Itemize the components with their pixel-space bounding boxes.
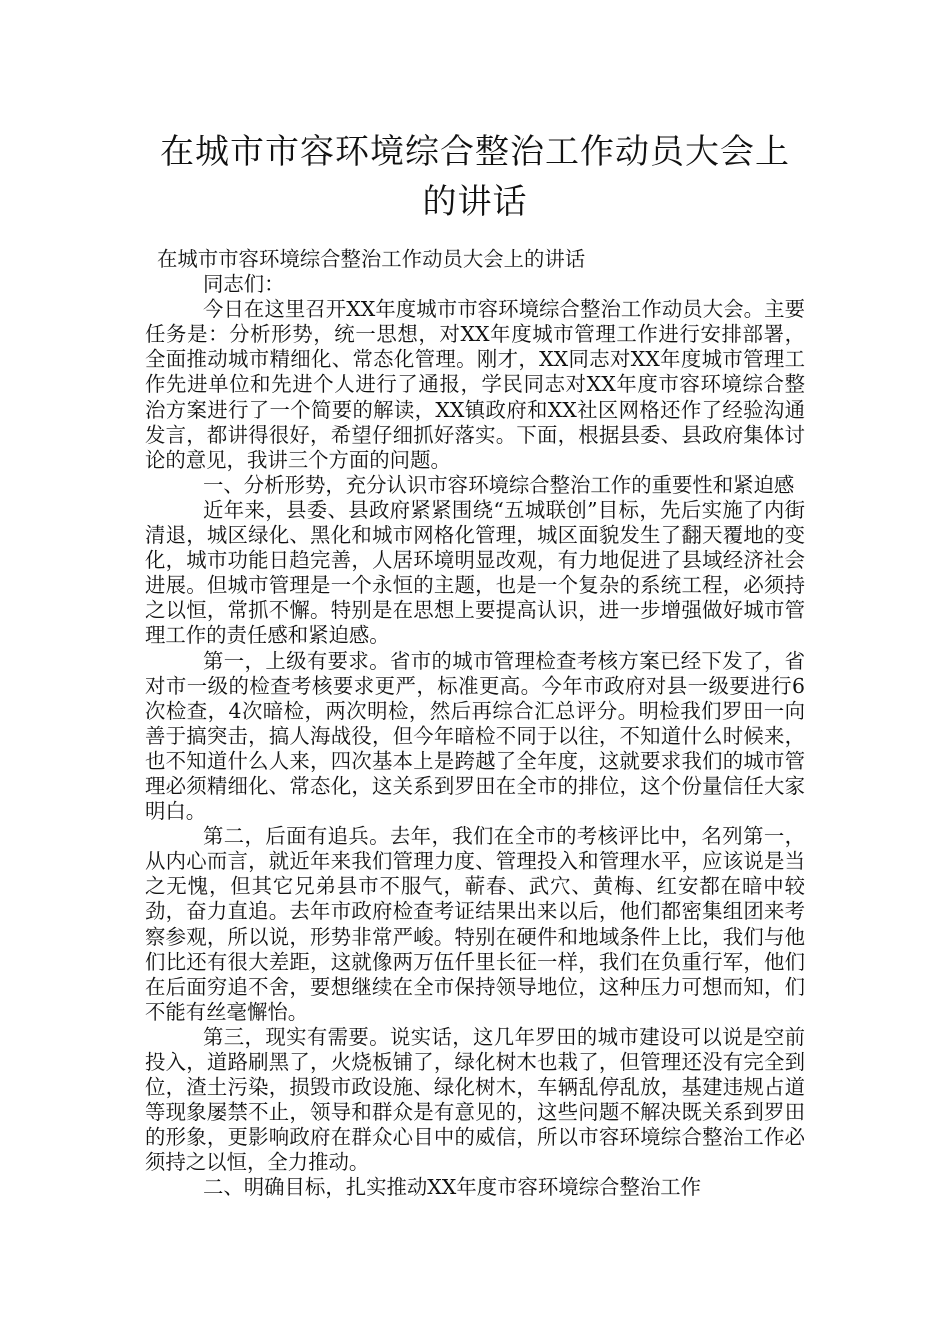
paragraph-point-3: 第三，现实有需要。说实话，这几年罗田的城市建设可以说是空前投入，道路刷黑了，火烧板铺了，绿化树木也栽了，但管理还没有完全到位，渣土污染，损毁市政设施、绿化树木，车辆乱停乱放，基建违规占道等现象屡禁不止，领导和群众是有意见的，这些问题不解决既关系到罗田的形象，更影响政府在群众心目中的威信，所以市容环境综合整治工作必须持之以恒，全力推动。 bbox=[145, 1024, 805, 1175]
document-title-line-2: 的讲话 bbox=[422, 182, 528, 222]
document-subtitle: 在城市市容环境综合整治工作动员大会上的讲话 bbox=[157, 247, 586, 271]
document-title-line-1: 在城市市容环境综合整治工作动员大会上 bbox=[160, 132, 790, 172]
paragraph-opening: 今日在这里召开XX年度城市市容环境综合整治工作动员大会。主要任务是：分析形势，统一思想，对XX年度城市管理工作进行安排部署，全面推动城市精细化、常态化管理。刚才，XX同志对XX年度城市管理工作先进单位和先进个人进行了通报，学民同志对XX年度市容环境综合整治方案进行了一个简要的解读，XX镇政府和XX社区网格还作了经验沟通发言，都讲得很好，希望仔细抓好落实。下面，根据县委、县政府集体讨论的意见，我讲三个方面的问题。 bbox=[145, 297, 805, 472]
salutation: 同志们： bbox=[203, 272, 285, 297]
paragraph-point-2: 第二，后面有追兵。去年，我们在全市的考核评比中，名列第一，从内心而言，就近年来我们管理力度、管理投入和管理水平，应该说是当之无愧，但其它兄弟县市不服气，蕲春、武穴、黄梅、红安都在暗中较劲，奋力直追。去年市政府检查考证结果出来以后，他们都密集组团来考察参观，所以说，形势非常严峻。特别在硬件和地域条件上比，我们与他们比还有很大差距，这就像两万伍仟里长征一样，我们在负重行军，他们在后面穷追不舍，要想继续在全市保持领导地位，这种压力可想而知，们不能有丝毫懈怡。 bbox=[145, 824, 805, 1024]
paragraph-point-1: 第一，上级有要求。省市的城市管理检查考核方案已经下发了，省对市一级的检查考核要求更严，标准更高。今年市政府对县一级要进行6次检查，4次暗检，两次明检，然后再综合汇总评分。明检我们罗田一向善于搞突击，搞人海战役，但今年暗检不同于以往，不知道什么时候来，也不知道什么人来，四次基本上是跨越了全年度，这就要求我们的城市管理必须精细化、常态化，这关系到罗田在全市的排位，这个份量信任大家明白。 bbox=[145, 648, 805, 824]
section-heading-2: 二、明确目标，扎实推动XX年度市容环境综合整治工作 bbox=[203, 1175, 702, 1200]
section-heading-1: 一、分析形势，充分认识市容环境综合整治工作的重要性和紧迫感 bbox=[203, 472, 795, 497]
document-body bbox=[145, 247, 805, 1201]
paragraph-background: 近年来，县委、县政府紧紧围绕“五城联创”目标，先后实施了内街清退，城区绿化、黑化和城市网格化管理，城区面貌发生了翻天覆地的变化，城市功能日趋完善，人居环境明显改观，有力地促进了县域经济社会进展。但城市管理是一个永恒的主题，也是一个复杂的系统工程，必须持之以恒，常抓不懈。特别是在思想上要提高认识，进一步增强做好城市管理工作的责任感和紧迫感。 bbox=[145, 497, 805, 648]
